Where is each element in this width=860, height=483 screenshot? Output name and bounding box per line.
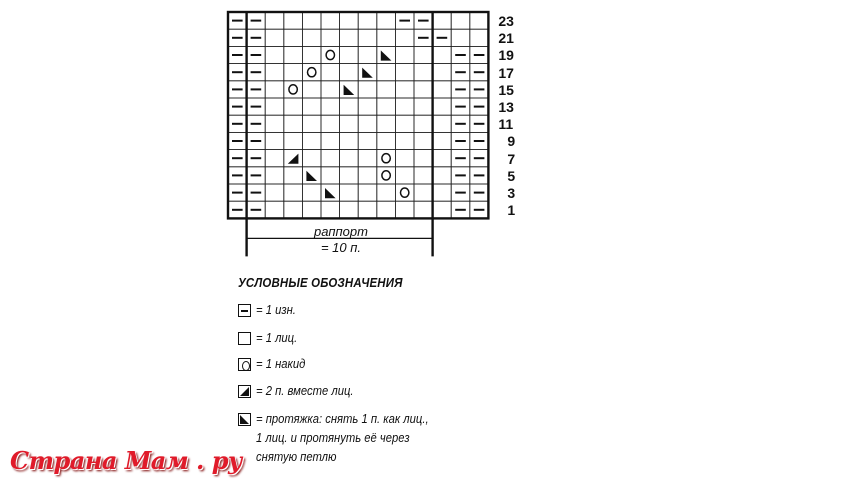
legend-text-k2tog: = 2 п. вместе лиц. — [256, 384, 354, 398]
legend-title: УСЛОВНЫЕ ОБОЗНАЧЕНИЯ — [238, 275, 403, 290]
legend-text-ssk: = протяжка: снять 1 п. как лиц., 1 лиц. и протянуть её через снятую петлю — [256, 412, 429, 464]
row-number: 21 — [498, 30, 514, 47]
row-number: 19 — [498, 47, 514, 64]
row-number: 15 — [498, 81, 514, 98]
purl-symbol-icon — [238, 304, 251, 317]
row-number: 23 — [498, 13, 514, 29]
k2tog-symbol-icon — [238, 385, 251, 398]
rapport-label-line2: = 10 п. — [320, 240, 362, 255]
row-number: 1 — [507, 202, 516, 219]
row-number: 11 — [498, 116, 514, 133]
rapport-label-line1: раппорт — [314, 224, 368, 239]
legend-text-knit: = 1 лиц. — [256, 331, 298, 345]
legend-item-k2tog — [238, 385, 364, 401]
row-number: 17 — [498, 64, 514, 81]
row-number: 13 — [498, 99, 514, 115]
legend-item-purl — [238, 304, 300, 320]
ssk-symbol-icon — [238, 413, 251, 426]
yarn-over-symbol-icon — [238, 358, 251, 371]
legend-item-ssk — [238, 413, 456, 467]
knit-symbol-icon — [238, 332, 251, 345]
row-number: 7 — [507, 150, 516, 167]
watermark-logo: Страна Мам . ру — [10, 446, 242, 475]
legend-text-purl: = 1 изн. — [256, 303, 296, 317]
row-number: 5 — [507, 167, 516, 184]
legend-item-yarn-over — [238, 358, 311, 374]
row-number: 9 — [507, 133, 516, 150]
legend-text-yarn-over: = 1 накид — [256, 357, 306, 371]
row-number: 3 — [507, 185, 516, 201]
legend-item-knit — [238, 332, 302, 348]
